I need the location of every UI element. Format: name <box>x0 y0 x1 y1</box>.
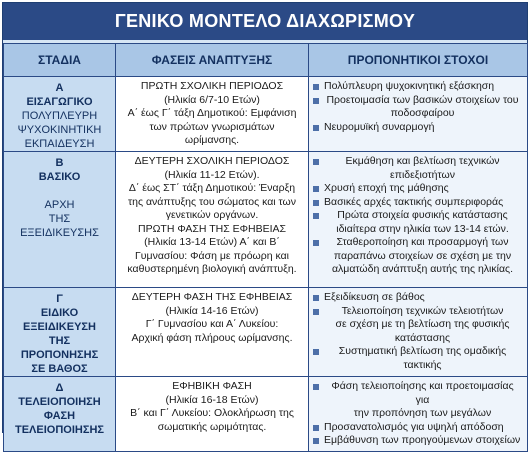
phase-line: των πρώτων γνωρισμάτων ωρίμανσης. <box>149 120 275 146</box>
phase-line: σωματικής ωριμότητας. <box>157 420 267 433</box>
goal-text <box>324 155 521 182</box>
goal-text <box>324 305 521 346</box>
square-bullet-icon <box>313 438 319 444</box>
goal-line: σε σχέση με τη βελτίωση της φυσικής <box>335 318 510 330</box>
square-bullet-icon <box>313 309 319 315</box>
phase-line: Β΄ και Γ΄ Λυκείου: Ολοκλήρωση της <box>130 407 294 419</box>
table-row <box>4 152 528 288</box>
stage-line: Α <box>55 82 64 94</box>
stages-table <box>3 43 528 452</box>
goal-item <box>313 434 521 448</box>
stage-line: Γ <box>56 293 63 305</box>
table-header-row <box>4 44 528 77</box>
stage-line: ΤΗΣ <box>48 213 71 225</box>
goal-line: Χρυσή εποχή της μάθησης <box>324 182 449 194</box>
stage-line: ΕΞΕΙΔΙΚΕΥΣΗ <box>23 321 96 333</box>
goal-text <box>324 291 521 305</box>
phase-cell <box>116 77 309 152</box>
goal-item <box>313 305 521 346</box>
phase-line: (Ηλικία 14-16 Ετών) <box>165 304 259 317</box>
goal-line: την προπόνηση των μεγάλων <box>353 407 492 419</box>
goal-item <box>313 80 521 94</box>
stage-line: ΣΕ ΒΑΘΟΣ <box>31 363 88 375</box>
page-title: ΓΕΝΙΚΟ ΜΟΝΤΕΛΟ ΔΙΑΧΩΡΙΣΜΟΥ <box>3 3 527 40</box>
stage-line: ΠΡΟΠΟΝΗΣΗΣ <box>20 349 99 361</box>
square-bullet-icon <box>313 84 319 90</box>
stage-cell <box>4 377 116 452</box>
goal-text <box>324 236 521 277</box>
square-bullet-icon <box>313 200 319 206</box>
phase-line: ΠΡΩΤΗ ΣΧΟΛΙΚΗ ΠΕΡΙΟΔΟΣ <box>140 80 284 92</box>
goal-line: Νευρομυϊκή συναρμογή <box>324 120 435 133</box>
goal-line: ποδοσφαίρου <box>390 107 455 119</box>
goal-item <box>313 121 521 135</box>
goal-item <box>313 209 521 236</box>
phase-cell <box>116 288 309 377</box>
stage-cell <box>4 152 116 288</box>
goal-line: Προετοιμασία των βασικών στοιχείων του <box>326 93 519 106</box>
phase-line: ΔΕΥΤΕΡΗ ΦΑΣΗ ΤΗΣ ΕΦΗΒΕΙΑΣ <box>131 291 293 303</box>
goals-cell <box>309 77 528 152</box>
goal-text <box>324 121 521 135</box>
stage-line: ΨΥΧΟΚΙΝΗΤΙΚΗ <box>17 124 102 136</box>
goal-line: επιδεξιοτήτων <box>390 168 455 181</box>
phase-cell <box>116 152 309 288</box>
square-bullet-icon <box>313 213 319 219</box>
goal-line: Εξειδίκευση σε βάθος <box>324 291 425 303</box>
goal-item <box>313 345 521 372</box>
stage-line: ΤΗΣ <box>48 335 71 347</box>
header-goals: ΠΡΟΠΟΝΗΤΙΚΟΙ ΣΤΟΧΟΙ <box>309 44 528 77</box>
stage-line: Δ <box>55 382 64 394</box>
goal-line: κατάστασης <box>394 331 451 344</box>
phase-line: (Ηλικία 11-12 Ετών). <box>164 168 260 181</box>
goal-text <box>324 380 521 421</box>
phase-line: (Ηλικία 13-14 Ετών) Α΄ και Β΄ <box>144 236 280 248</box>
goal-line: Συστηματική βελτίωση της ομαδικής <box>338 345 507 357</box>
goal-line: ιδιαίτερα στην ηλικία των 13-14 ετών. <box>336 222 509 235</box>
phase-line: της ανάπτυξης του σώματος και των <box>127 195 296 208</box>
goal-item <box>313 421 521 435</box>
phase-cell <box>116 377 309 452</box>
table-row <box>4 377 528 452</box>
phase-line: ΔΕΥΤΕΡΗ ΣΧΟΛΙΚΗ ΠΕΡΙΟΔΟΣ <box>134 155 290 167</box>
goal-item <box>313 155 521 182</box>
stage-line: ΒΑΣΙΚΟ <box>38 171 81 183</box>
stage-line: ΠΟΛΥΠΛΕΥΡΗ <box>21 110 98 122</box>
stage-line: ΕΚΠΑΙΔΕΥΣΗ <box>24 138 95 150</box>
stage-line: ΤΕΛΕΙΟΠΟΙΗΣΗ <box>18 396 101 408</box>
stage-line: ΕΙΣΑΓΩΓΙΚΟ <box>26 96 93 108</box>
header-phases: ΦΑΣΕΙΣ ΑΝΑΠΤΥΞΗΣ <box>116 44 309 77</box>
goals-cell <box>309 377 528 452</box>
goal-text <box>324 421 521 435</box>
table-row <box>4 288 528 377</box>
goal-item <box>313 291 521 305</box>
phase-line: καθυστερημένη βιολογική ανάπτυξη. <box>127 263 297 275</box>
stage-cell <box>4 77 116 152</box>
goal-line: Φάση τελειοποίησης και προετοιμασίας για <box>331 380 514 406</box>
model-table-container <box>2 2 528 446</box>
stage-line: ΕΞΕΙΔΙΚΕΥΣΗΣ <box>20 227 99 239</box>
goal-text <box>324 434 521 448</box>
goal-line: αλματώδη ανάπτυξη αυτής της ηλικίας. <box>331 263 514 275</box>
square-bullet-icon <box>313 98 319 104</box>
stage-line <box>4 184 115 198</box>
phase-line: Γυμνασίου: Φάση με πρόωρη και <box>135 249 289 262</box>
goal-text <box>324 209 521 236</box>
square-bullet-icon <box>313 159 319 165</box>
phase-line: Α΄ έως Γ΄ τάξη Δημοτικού: Εμφάνιση <box>127 107 297 119</box>
goal-text <box>324 94 521 121</box>
stage-line: ΤΕΛΕΙΟΠΟΙΗΣΗΣ <box>15 424 104 436</box>
goal-line: Σταθεροποίηση και προσαρμογή των <box>336 236 509 248</box>
phase-line: γενετικών οργάνων. <box>165 209 259 221</box>
phase-line: (Ηλικία 6/7-10 Ετών) <box>164 93 260 106</box>
square-bullet-icon <box>313 240 319 246</box>
goals-cell <box>309 152 528 288</box>
goal-line: παραπάνω στοιχείων σε σχέση με την <box>333 249 512 262</box>
goal-line: Πολύπλευρη ψυχοκινητική εξάσκηση <box>324 80 495 92</box>
table-row <box>4 77 528 152</box>
stage-line: ΕΙΔΙΚΟ <box>40 307 79 319</box>
goal-text <box>324 80 521 94</box>
goal-line: Τελειοποίηση τεχνικών τελειοτήτων <box>341 304 504 317</box>
goal-text <box>324 345 521 372</box>
square-bullet-icon <box>313 295 319 301</box>
goal-line: Πρώτα στοιχεία φυσικής κατάστασης <box>337 209 508 221</box>
goal-line: Εμβάθυνση των προηγούμενων στοιχείων <box>324 434 521 446</box>
goal-item <box>313 182 521 196</box>
goal-line: τακτικής <box>403 358 442 371</box>
stage-cell <box>4 288 116 377</box>
phase-line: (Ηλικία 16-18 Ετών) <box>165 393 259 406</box>
phase-line: ΠΡΩΤΗ ΦΑΣΗ ΤΗΣ ΕΦΗΒΕΙΑΣ <box>137 222 286 235</box>
goal-item <box>313 380 521 421</box>
goal-line: Εκμάθηση και βελτίωση τεχνικών <box>345 155 500 167</box>
goal-text <box>324 182 521 196</box>
goal-text <box>324 196 521 210</box>
goal-line: Προσανατολισμός για υψηλή απόδοση <box>324 420 504 433</box>
goal-item <box>313 94 521 121</box>
goal-line: Βασικές αρχές τακτικής συμπεριφοράς <box>324 195 504 208</box>
goal-item <box>313 196 521 210</box>
square-bullet-icon <box>313 425 319 431</box>
square-bullet-icon <box>313 125 319 131</box>
goals-cell <box>309 288 528 377</box>
header-stages: ΣΤΑΔΙΑ <box>4 44 116 77</box>
square-bullet-icon <box>313 186 319 192</box>
stage-line: Β <box>55 157 64 169</box>
square-bullet-icon <box>313 384 319 390</box>
stage-line: ΑΡΧΗ <box>44 199 75 211</box>
phase-line: Δ΄ έως ΣΤ΄ τάξη Δημοτικού: Έναρξη <box>128 182 296 194</box>
stage-line: ΦΑΣΗ <box>43 410 76 422</box>
square-bullet-icon <box>313 349 319 355</box>
goal-item <box>313 236 521 277</box>
phase-line: Αρχική φάση πλήρους ωρίμανσης. <box>131 331 293 344</box>
phase-line: ΕΦΗΒΙΚΗ ΦΑΣΗ <box>172 380 252 392</box>
phase-line: Γ΄ Γυμνασίου και Α΄ Λυκείου: <box>145 318 279 330</box>
